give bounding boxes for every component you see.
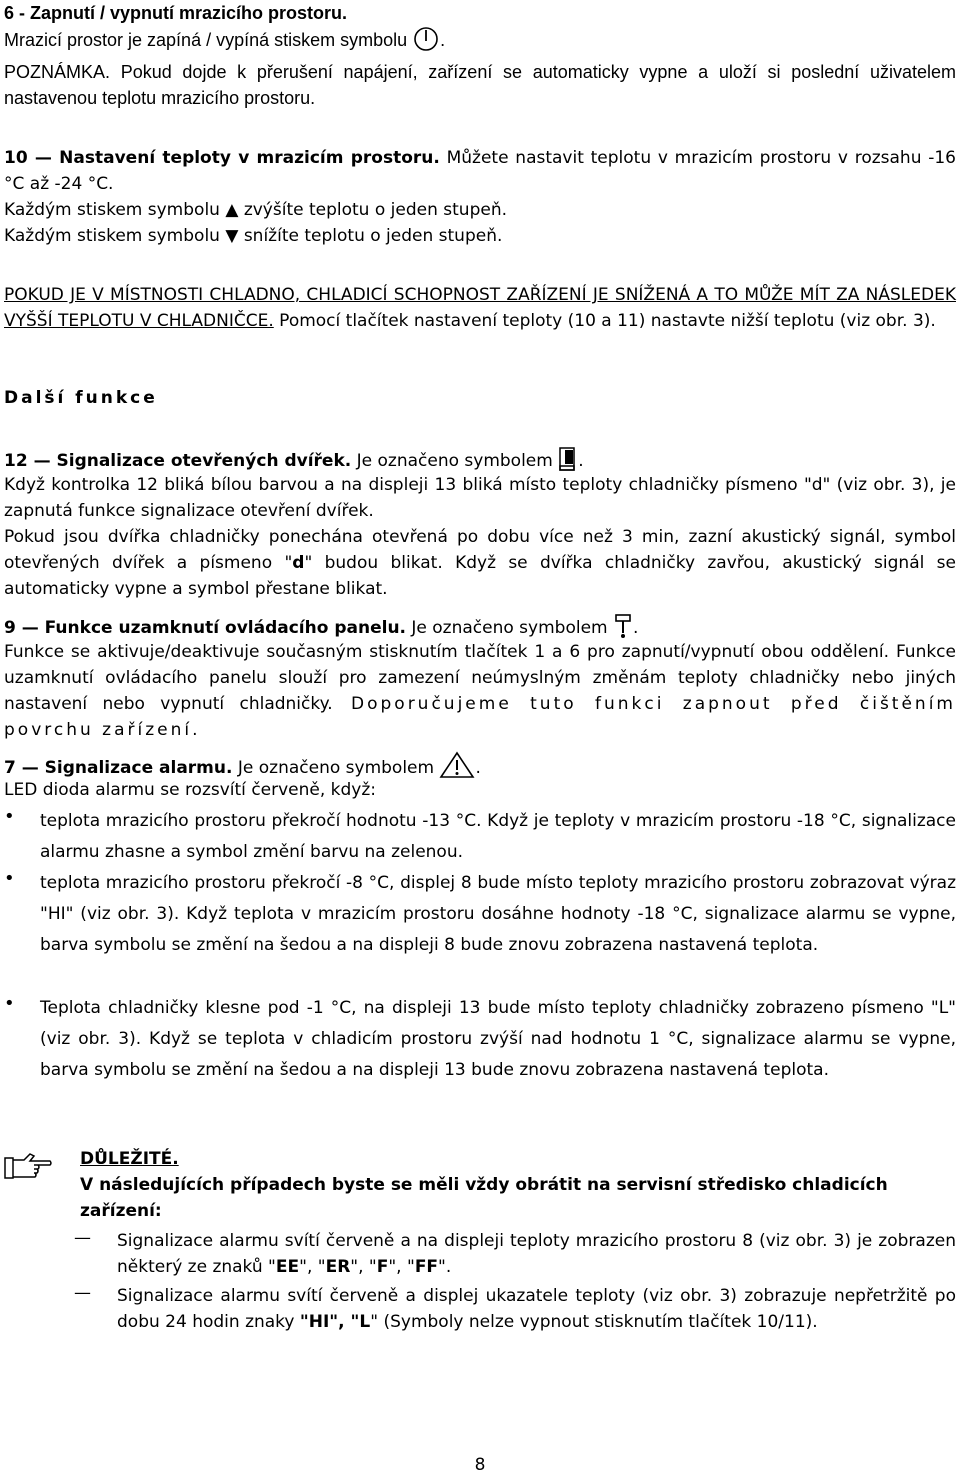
section-10-heading: 10 — Nastavení teploty v mrazicím prostoru. [4, 148, 440, 168]
temp-up-line: Každým stiskem symbolu ▲ zvýšíte teplotu o jeden stupeň. [4, 200, 508, 220]
important-title: DŮLEŽITÉ. [80, 1149, 179, 1169]
bullet-icon: • [4, 806, 15, 827]
important-lead: V následujících případech byste se měli vždy obrátit na servisní středisko chladicích zařízení: [80, 1175, 888, 1221]
section-12-heading-line: 12 — Signalizace otevřených dvířek. Je označeno symbolem . [4, 446, 956, 480]
bullet-icon: • [4, 868, 15, 889]
page-number: 8 [474, 1455, 486, 1475]
further-functions-heading: Další funkce [4, 388, 158, 408]
section-9-heading-line: 9 — Funkce uzamknutí ovládacího panelu. Je označeno symbolem . [4, 613, 956, 647]
arrow-down-icon: ▼ [225, 226, 239, 246]
dash-icon: — [74, 1283, 91, 1303]
section-6-note: POZNÁMKA. Pokud dojde k přerušení napájení, zařízení se automaticky vypne a uloží si poslední uživatelem nastavenou teplotu mrazicího prostoru. [4, 62, 956, 108]
section-6-heading: 6 - Zapnutí / vypnutí mrazicího prostoru. [4, 3, 348, 23]
section-9-heading: 9 — Funkce uzamknutí ovládacího panelu. [4, 618, 406, 638]
cold-room-warning: POKUD JE V MÍSTNOSTI CHLADNO, CHLADICÍ SCHOPNOST ZAŘÍZENÍ JE SNÍŽENÁ A TO MŮŽE MÍT ZA NÁSLEDEK VYŠŠÍ TEPLOTU V CHLADNIČCE. Pomocí tlačítek nastavení teploty (10 a 11) nastavte nižší teplotu (viz obr. 3). [4, 285, 956, 331]
bullet-icon: • [4, 993, 15, 1014]
section-12-heading: 12 — Signalizace otevřených dvířek. [4, 451, 352, 471]
arrow-up-icon: ▲ [225, 200, 239, 220]
section-10-text: Můžete nastavit teplotu v mrazicím prostoru v rozsahu -16 °C až -24 °C. [4, 148, 956, 194]
section-7-heading-line: 7 — Signalizace alarmu. Je označeno symbolem . [4, 751, 956, 787]
section-6 [4, 0, 956, 111]
section-7-intro: LED dioda alarmu se rozsvítí červeně, když: [4, 780, 377, 800]
section-12-p1: Když kontrolka 12 bliká bílou barvou a na displeji 13 bliká místo teploty chladničky písmeno "d" (viz obr. 3), je zapnutá funkce signalizace otevření dvířek. [4, 475, 956, 521]
section-9-p1: Funkce se aktivuje/deaktivuje současným stisknutím tlačítek 1 a 6 pro zapnutí/vypnutí obou oddělení. Funkce uzamknutí ovládacího panelu slouží pro zamezení neúmyslným změnám teploty chladničky nebo jiných nastavení nebo vypnutí chladničky. Doporučujeme tuto funkci zapnout před čištěním povrchu zařízení. [4, 642, 956, 740]
section-10 [4, 145, 956, 197]
section-12-p2: Pokud jsou dvířka chladničky ponechána otevřená po dobu více než 3 min, zazní akustický signál, symbol otevřených dvířek a písmeno "d" budou blikat. Když se dvířka chladničky zavřou, akustický signál se automaticky vypne a symbol přestane blikat. [4, 527, 956, 599]
temp-down-line: Každým stiskem symbolu ▼ snížíte teplotu o jeden stupeň. [4, 226, 503, 246]
pointing-hand-icon [4, 1150, 54, 1189]
dash-icon: — [74, 1228, 91, 1248]
section-7-heading: 7 — Signalizace alarmu. [4, 758, 233, 778]
section-6-line: Mrazicí prostor je zapíná / vypíná stiskem symbolu . [4, 26, 956, 59]
power-icon [412, 26, 440, 59]
